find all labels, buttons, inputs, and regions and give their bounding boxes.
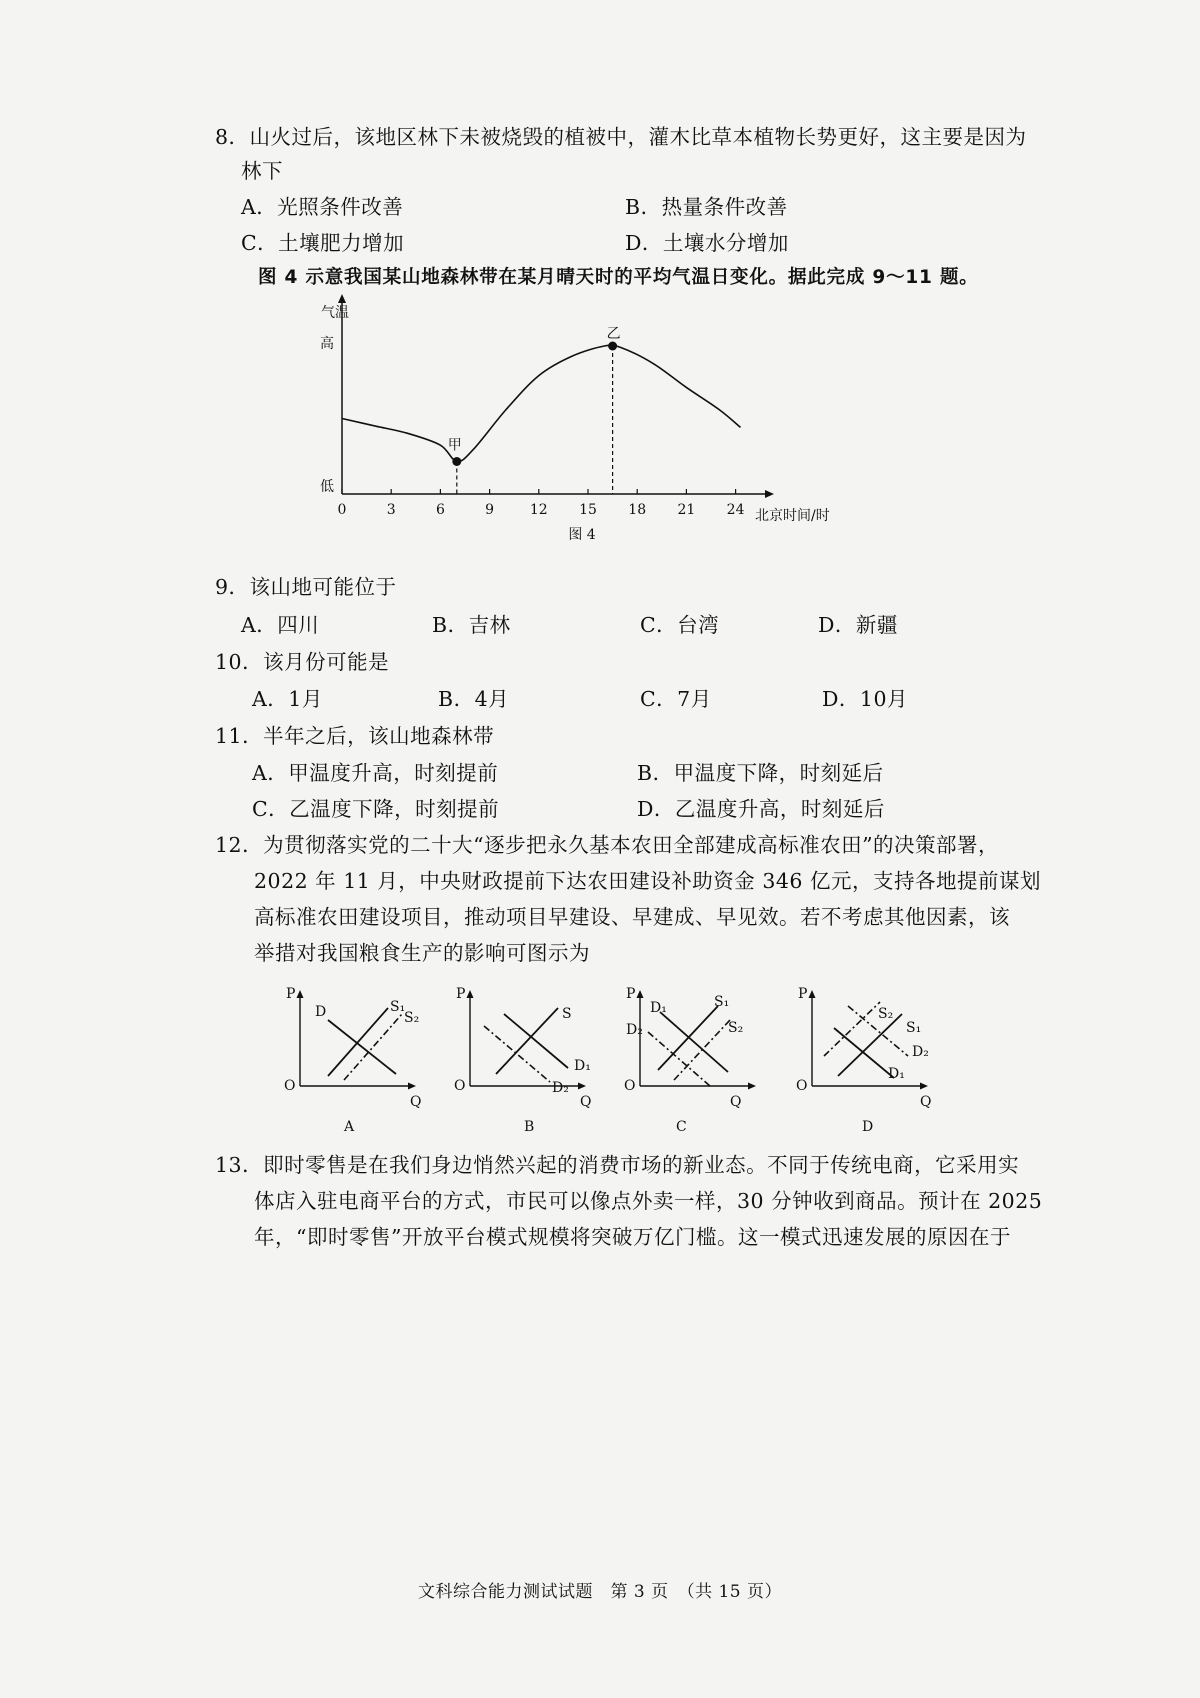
graph-d-label-d1: D₁ [888,1066,905,1082]
graph-d-caption: D [862,1119,874,1134]
x-tick-label: 24 [726,502,745,518]
graph-b-q-arrow [578,1083,586,1090]
graph-c-p-arrow [637,990,644,998]
graph-b-supply-curve-s [496,1008,558,1074]
graph-a-caption: A [344,1119,355,1134]
y-low-label: 低 [320,479,334,495]
graph-a-origin: O [284,1078,296,1094]
q9-option-d: D．新疆 [818,613,898,637]
graph-c-label-s1: S₁ [714,994,730,1010]
q9-option-b: B．吉林 [432,613,511,637]
x-axis-arrow [765,490,774,498]
graph-d-q-arrow [920,1083,928,1090]
figure4-intro: 图 4 示意我国某山地森林带在某月晴天时的平均气温日变化。据此完成 9～11 题。 [258,267,979,288]
q11-option-a: A．甲温度升高，时刻提前 [252,761,499,785]
graph-a-supply-curve-s1 [328,1008,388,1076]
graph-c-label-d2: D₂ [626,1022,643,1038]
q8-option-d: D．土壤水分增加 [625,231,789,255]
graph-b-demand-curve-d1 [504,1014,568,1068]
graph-a-q-arrow [408,1083,416,1090]
graph-a-p-arrow [297,990,304,998]
graph-b-q-label: Q [580,1094,592,1110]
point-jia-label: 甲 [447,437,462,454]
graph-b-origin: O [454,1078,466,1094]
graph-a-q-label: Q [410,1094,422,1110]
q11-option-c: C．乙温度下降，时刻提前 [252,797,500,821]
q8-option-c: C．土壤肥力增加 [241,231,405,255]
graph-b-label-d2: D₂ [552,1080,569,1096]
q8-stem-line2: 林下 [241,159,283,183]
graph-c-supply-curve-s1 [658,1006,718,1070]
graph-c-q-arrow [748,1083,756,1090]
graph-c-demand-curve-d1 [660,1012,728,1072]
q10-option-b: B．4月 [438,687,510,711]
graph-d-label-d2: D₂ [912,1044,929,1060]
graph-d-origin: O [796,1078,808,1094]
x-tick-label: 9 [485,502,495,518]
q8-option-b: B．热量条件改善 [625,195,788,219]
graph-d-p-arrow [809,990,816,998]
x-tick-label: 15 [579,502,597,518]
q10-option-c: C．7月 [640,687,712,711]
q13-stem-line3: 年，“即时零售”开放平台模式规模将突破万亿门槛。这一模式迅速发展的原因在于 [254,1225,1011,1249]
page-footer: 文科综合能力测试试题 第 3 页 （共 15 页） [417,1582,783,1602]
q9-stem: 9．该山地可能位于 [215,575,397,599]
x-tick-label: 3 [386,502,396,518]
graph-c-q-label: Q [730,1094,742,1110]
q12-stem-line1: 12．为贯彻落实党的二十大“逐步把永久基本农田全部建成高标准农田”的决策部署， [215,833,1000,857]
graph-a-label-d: D [315,1004,327,1020]
q10-option-d: D．10月 [822,687,909,711]
point-yi-marker [608,342,617,351]
q9-option-c: C．台湾 [640,613,720,637]
graph-c-p-label: P [626,986,636,1002]
y-axis-label: 气温 [321,305,349,321]
graph-c-label-s2: S₂ [728,1020,744,1036]
graph-a-label-s2: S₂ [404,1010,420,1026]
x-tick-label: 6 [435,502,445,518]
figure4-caption: 图 4 [568,527,596,543]
q12-stem-line3: 高标准农田建设项目，推动项目早建设、早建成、早见效。若不考虑其他因素，该 [254,905,1010,929]
graph-d-label-s2: S₂ [878,1006,894,1022]
point-yi-label: 乙 [606,326,621,342]
temperature-curve [342,345,741,461]
x-tick-label: 18 [628,502,647,518]
q8-stem-line1: 8．山火过后，该地区林下未被烧毁的植被中，灌木比草本植物长势更好，这主要是因为 [215,125,1027,149]
q8-option-a: A．光照条件改善 [241,195,404,219]
graph-d-p-label: P [798,986,808,1002]
q13-stem-line2: 体店入驻电商平台的方式，市民可以像点外卖一样，30 分钟收到商品。预计在 2025 [254,1189,1043,1213]
graph-b [448,984,598,1134]
graph-a [278,984,428,1134]
x-tick-label: 21 [677,502,696,518]
x-tick-label: 12 [529,502,548,518]
x-tick-label: 0 [337,502,347,518]
y-high-label: 高 [320,336,334,352]
graph-b-label-d1: D₁ [574,1058,591,1074]
y-axis-arrow [338,294,346,303]
graph-d-q-label: Q [920,1094,932,1110]
graph-d [790,984,940,1134]
graph-a-p-label: P [286,986,296,1002]
graph-c-caption: C [676,1119,687,1134]
q13-stem-line1: 13．即时零售是在我们身边悄然兴起的消费市场的新业态。不同于传统电商，它采用实 [215,1153,1020,1177]
q11-option-b: B．甲温度下降，时刻延后 [637,761,884,785]
q11-option-d: D．乙温度升高，时刻延后 [637,797,885,821]
q12-stem-line2: 2022 年 11 月，中央财政提前下达农田建设补助资金 346 亿元，支持各地提前谋划 [254,869,1041,893]
graph-a-label-s1: S₁ [390,999,406,1015]
x-axis-label: 北京时间/时 [755,508,830,524]
graph-a-demand-curve-d [328,1020,396,1074]
graph-c [618,984,768,1134]
graph-b-p-arrow [467,990,474,998]
graph-b-demand-curve-d2 [484,1026,550,1082]
q9-option-a: A．四川 [241,613,320,637]
graph-c-supply-curve-s2 [674,1020,730,1080]
graph-b-label-s: S [562,1006,572,1022]
graph-c-origin: O [624,1078,636,1094]
graph-b-p-label: P [456,986,466,1002]
graph-c-label-d1: D₁ [650,1000,667,1016]
q11-stem: 11．半年之后，该山地森林带 [215,724,495,748]
q10-stem: 10．该月份可能是 [215,650,390,674]
figure4-temperature-chart [300,290,840,550]
graph-d-label-s1: S₁ [906,1020,922,1036]
q12-stem-line4: 举措对我国粮食生产的影响可图示为 [254,941,590,965]
graph-c-demand-curve-d2 [648,1032,710,1086]
graph-b-caption: B [524,1119,535,1134]
q10-option-a: A．1月 [252,687,323,711]
point-jia-marker [452,457,461,466]
